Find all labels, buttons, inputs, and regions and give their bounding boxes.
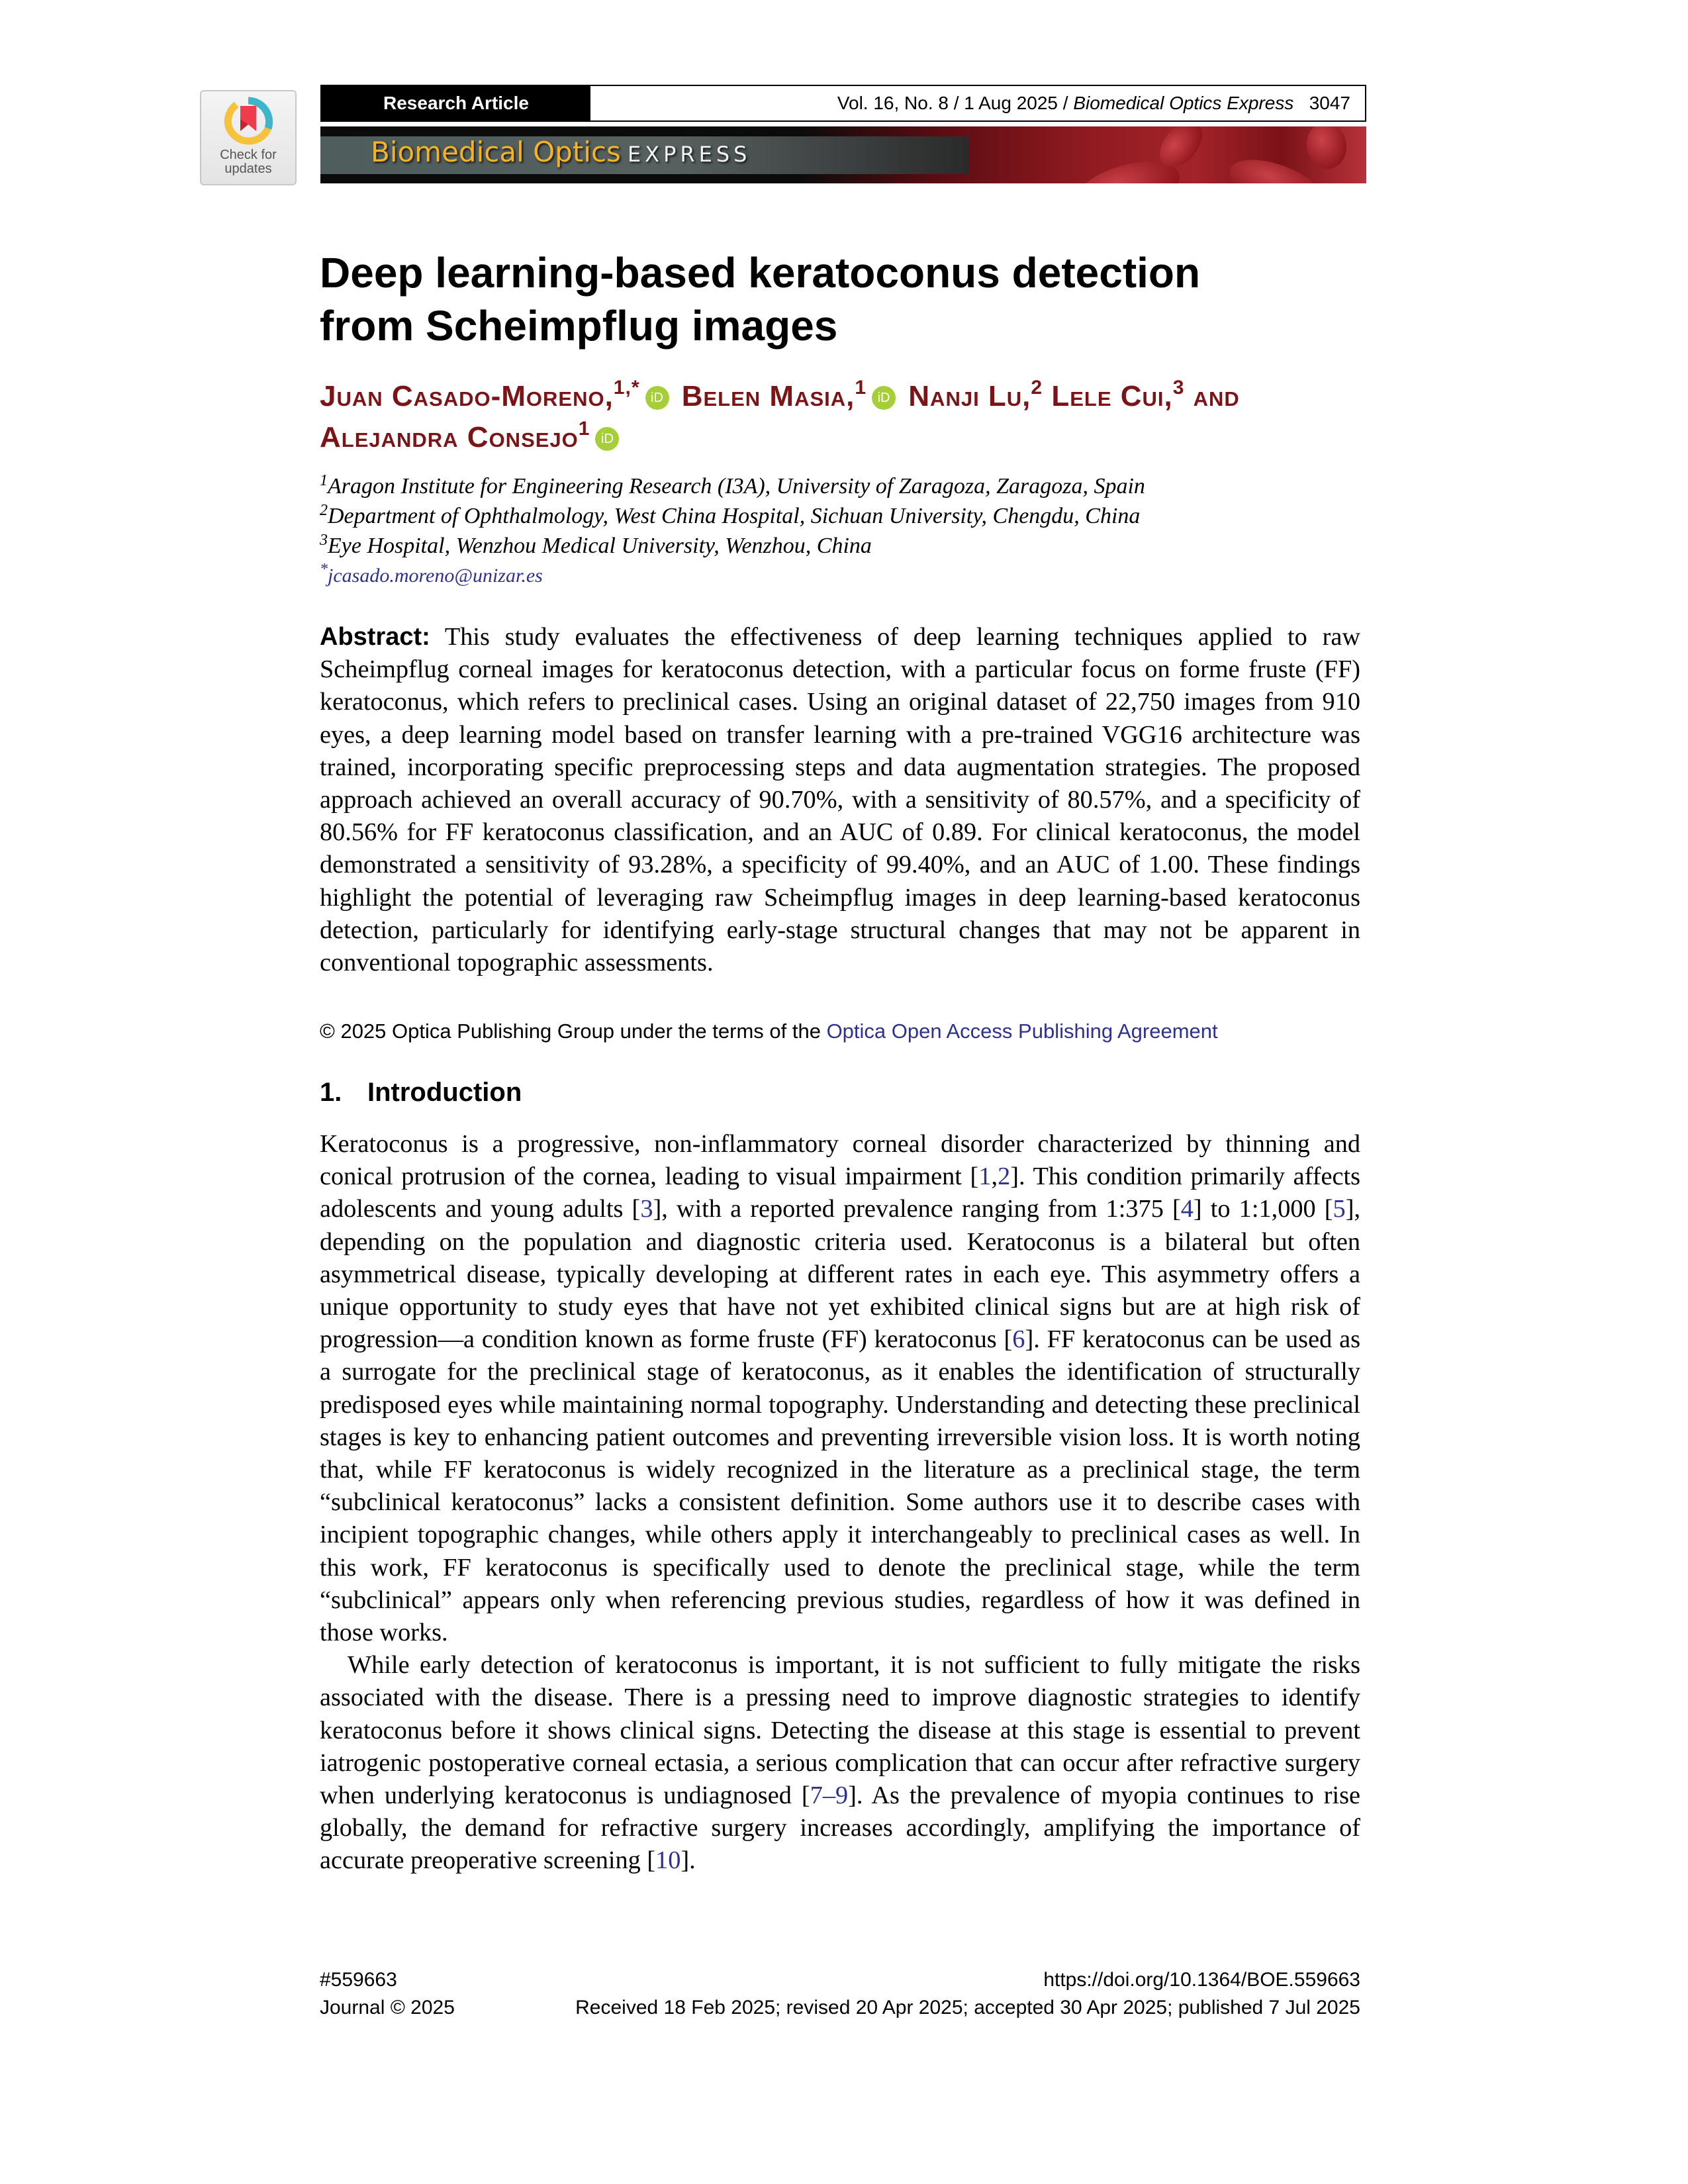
affiliation-item: $^2$Department of Ophthalmology, West China Hospital, Sichuan University, Chengdu, China (320, 502, 1141, 528)
abstract-label: Abstract: (320, 623, 430, 651)
corresponding-email[interactable]: *jcasado.moreno@unizar.es (320, 561, 543, 587)
affiliation-item: $^3$Eye Hospital, Wenzhou Medical University, Wenzhou, China (320, 532, 872, 558)
journal-header-bar (320, 85, 1366, 122)
author-name: Nanji Lu, (908, 380, 1031, 412)
paper-title: Deep learning-based keratoconus detection from Scheimpflug images (320, 249, 1201, 350)
journal-copyright: Journal © 2025 (320, 1997, 455, 2018)
citation-link[interactable]: 7–9 (810, 1781, 849, 1810)
citation-line: Vol. 16, No. 8 / 1 Aug 2025 / Biomedical Optics Express 3047 (837, 93, 1350, 113)
doi-link[interactable]: https://doi.org/10.1364/BOE.559663 (1043, 1969, 1360, 1991)
article-type: Research Article (322, 86, 590, 120)
citation-link[interactable]: 10 (655, 1846, 681, 1875)
page-footer (320, 1966, 1360, 2022)
journal-name-italic: Biomedical Optics Express (1073, 93, 1294, 113)
orcid-icon[interactable]: iD (645, 386, 669, 410)
orcid-icon[interactable]: iD (872, 386, 896, 410)
crossmark-icon (222, 97, 275, 147)
author-name: Juan Casado-Moreno, (320, 380, 614, 412)
paragraph: Keratoconus is a progressive, non-inflammatory corneal disorder characterized by thinning and conical protrusion of the cornea, leading to visual impairment [1,2]. This condition primarily affects adolescents and young adults [3], with a reported prevalence ranging from 1:375 [4] to 1:1,000 [5], depending on the population and diagnostic criteria used. Keratoconus is a bilateral but often asymmetrical disease, typically developing at different rates in each eye. This asymmetry offers a unique opportunity to study eyes that have not yet exhibited clinical signs but are at high risk of progression—a condition known as forme fruste (FF) keratoconus [6]. FF keratoconus can be used as a surrogate for the preclinical stage of keratoconus, as it enables the identification of structurally predisposed eyes while maintaining normal topography. Understanding and detecting these preclinical stages is key to enhancing patient outcomes and preventing irreversible vision loss. It is worth noting that, while FF keratoconus is widely recognized in the literature as a preclinical stage, the term “subclinical keratoconus” lacks a consistent definition. Some authors use it to describe cases with incipient topographic changes, while others apply it interchangeably to preclinical cases as well. In this work, FF keratoconus is specifically used to denote the preclinical stage, while the term “subclinical” appears only when referencing previous studies, regardless of how it was defined in those works. (320, 1130, 1361, 1647)
affiliations (320, 471, 1379, 591)
citation-link[interactable]: 3 (640, 1195, 653, 1223)
author-name: and Alejandra Consejo (320, 380, 1240, 453)
orcid-icon[interactable]: iD (595, 427, 619, 451)
copyright-notice: © 2025 Optica Publishing Group under the terms of the Optica Open Access Publishing Agreement (320, 1020, 1218, 1043)
open-access-agreement-link[interactable]: Optica Open Access Publishing Agreement (826, 1020, 1218, 1043)
citation-link[interactable]: 1 (978, 1163, 992, 1191)
check-for-updates-badge[interactable] (200, 90, 297, 185)
citation-link[interactable]: 2 (998, 1163, 1011, 1191)
introduction-body (320, 1128, 1360, 1877)
publication-history: Received 18 Feb 2025; revised 20 Apr 2025; accepted 30 Apr 2025; published 7 Jul 2025 (575, 1997, 1360, 2018)
check-for-updates-label: Check for updates (220, 148, 277, 176)
page-number: 3047 (1309, 93, 1350, 113)
citation-link[interactable]: 6 (1012, 1325, 1025, 1354)
journal-logo: Biomedical Optics EXPRESS (371, 136, 751, 168)
abstract-text: This study evaluates the effectiveness of deep learning techniques applied to raw Scheimpflug corneal images for keratoconus detection, with a particular focus on forme fruste (FF) keratoconus, which refers to preclinical cases. Using an original dataset of 22,750 images from 910 eyes, a deep learning model based on transfer learning with a pre-trained VGG16 architecture was trained, incorporating specific preprocessing steps and data augmentation strategies. The proposed approach achieved an overall accuracy of 90.70%, with a sensitivity of 80.57%, and a specificity of 80.56% for FF keratoconus classification, and an AUC of 0.89. For clinical keratoconus, the model demonstrated a sensitivity of 93.28%, a specificity of 99.40%, and an AUC of 1.00. These findings highlight the potential of leveraging raw Scheimpflug images in deep learning-based keratoconus detection, particularly for identifying early-stage structural changes that may not be apparent in conventional topographic assessments. (320, 623, 1360, 977)
section-heading-introduction: 1. Introduction (320, 1078, 522, 1107)
abstract (320, 621, 1360, 979)
journal-banner (320, 126, 1366, 183)
citation-link[interactable]: 4 (1180, 1195, 1194, 1223)
paragraph: While early detection of keratoconus is important, it is not sufficient to fully mitigate the risks associated with the disease. There is a pressing need to improve diagnostic strategies to identify keratoconus before it shows clinical signs. Detecting the disease at this stage is essential to prevent iatrogenic postoperative corneal ectasia, a serious complication that can occur after refractive surgery when underlying keratoconus is undiagnosed [7–9]. As the prevalence of myopia continues to rise globally, the demand for refractive surgery increases accordingly, amplifying the importance of accurate preoperative screening [10]. (320, 1651, 1360, 1875)
author-list: Juan Casado-Moreno,$^{1,*}$ iD Belen Masia,$^1$ iD Nanji Lu,$^2$ Lele Cui,$^3$ and Alejandra Consejo$^1$ iD (320, 377, 1240, 453)
citation-link[interactable]: 5 (1333, 1195, 1346, 1223)
author-name: Belen Masia, (681, 380, 855, 412)
affiliation-item: $^1$Aragon Institute for Engineering Research (I3A), University of Zaragoza, Zaragoza, Spain (320, 472, 1145, 499)
manuscript-id: #559663 (320, 1969, 397, 1991)
author-name: Lele Cui, (1051, 380, 1173, 412)
